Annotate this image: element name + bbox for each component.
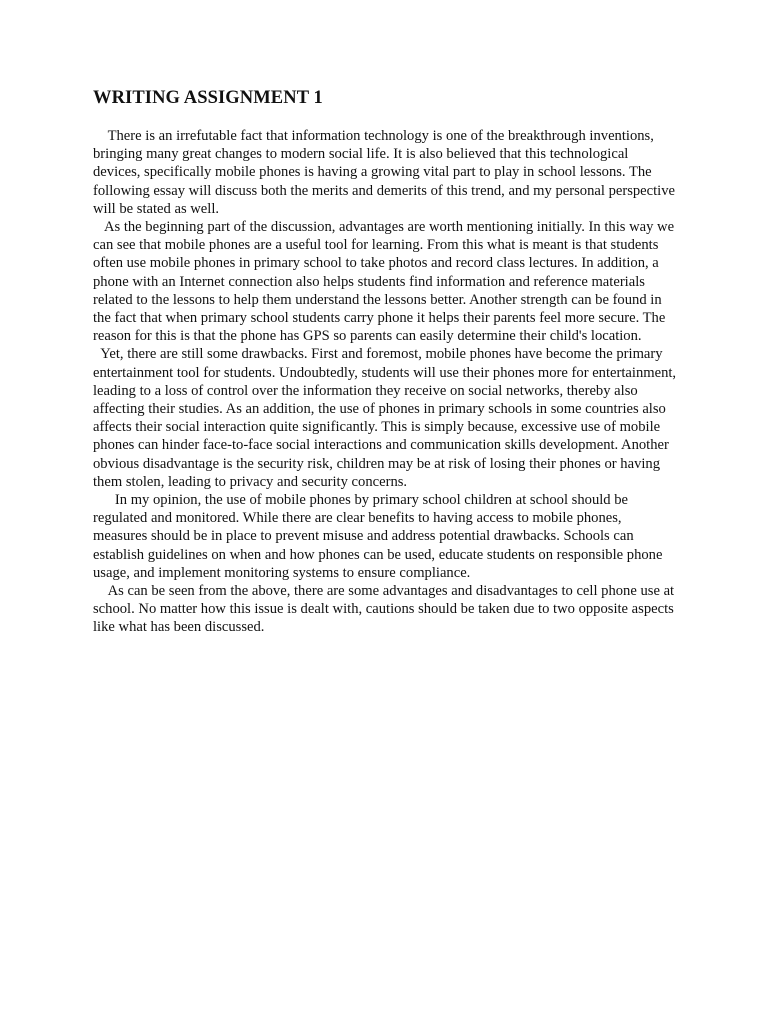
- paragraph-conclusion: As can be seen from the above, there are some advantages and disadvantages to cell phone use at school. No matter how this issue is dealt with, cautions should be taken due to two opposite aspects like what has been discussed.: [93, 583, 678, 636]
- paragraph-introduction: There is an irrefutable fact that information technology is one of the breakthrough inventions, bringing many great changes to modern social life. It is also believed that this technological devices, specifically mobile phones is having a growing vital part to play in school lessons. The following essay will discuss both the merits and demerits of this trend, and my personal perspective will be stated as well.: [93, 128, 679, 217]
- document-body: [93, 88, 678, 637]
- paragraph-drawbacks: Yet, there are still some drawbacks. First and foremost, mobile phones have become the primary entertainment tool for students. Undoubtedly, students will use their phones more for entertainment, leading to a loss of control over the information they receive on social networks, thereby also affecting their studies. As an addition, the use of phones in primary schools in some countries also affects their social interaction quite significantly. This is simply because, excessive use of mobile phones can hinder face-to-face social interactions and communication skills development. Another obvious disadvantage is the security risk, children may be at risk of losing their phones or having them stolen, leading to privacy and security concerns.: [93, 346, 680, 490]
- document-title: WRITING ASSIGNMENT 1: [93, 88, 323, 108]
- paragraph-opinion: In my opinion, the use of mobile phones by primary school children at school should be regulated and monitored. While there are clear benefits to having access to mobile phones, measures should be in place to prevent misuse and address potential drawbacks. Schools can establish guidelines on when and how phones can be used, educate students on responsible phone usage, and implement monitoring systems to ensure compliance.: [93, 492, 667, 581]
- paragraph-advantages: As the beginning part of the discussion, advantages are worth mentioning initially. In this way we can see that mobile phones are a useful tool for learning. From this what is meant is that students often use mobile phones in primary school to take photos and record class lectures. In addition, a phone with an Internet connection also helps students find information and reference materials related to the lessons to help them understand the lessons better. Another strength can be found in the fact that when primary school students carry phone it helps their parents feel more secure. The reason for this is that the phone has GPS so parents can easily determine their child's location.: [93, 219, 678, 345]
